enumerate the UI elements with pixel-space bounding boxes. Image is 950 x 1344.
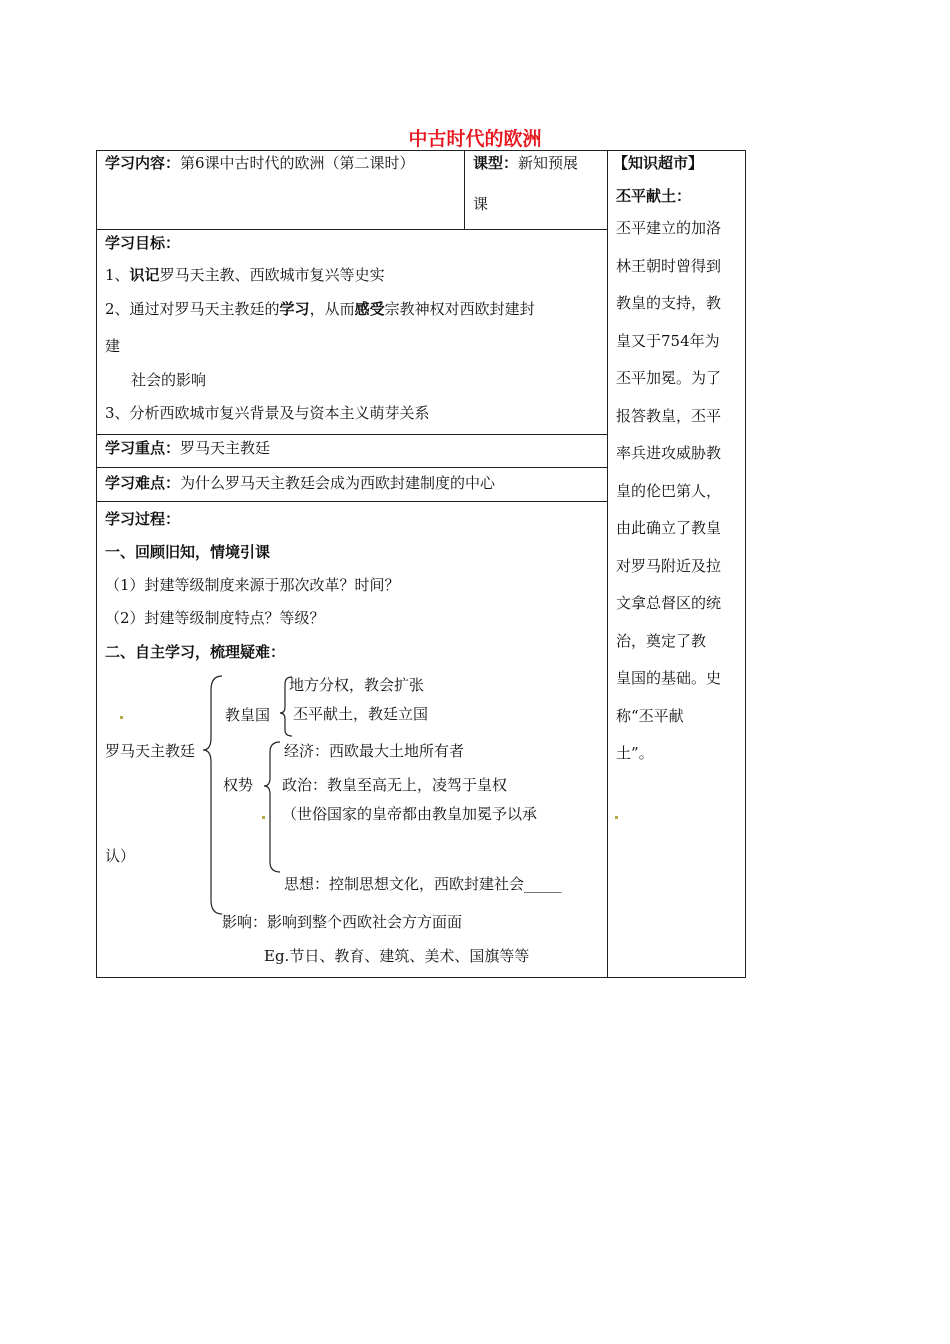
scan-mark (615, 816, 618, 819)
goal-2-keyword-1: 学习 (279, 300, 310, 318)
tree-influence: 影响：影响到整个西欧社会方方面面 (222, 913, 463, 931)
section-2-heading: 二、自主学习，梳理疑难： (105, 643, 286, 661)
sidebar-line: 称“丕平献 (616, 706, 684, 725)
type-value-wrap: 课 (473, 195, 489, 213)
question-2: （2）封建等级制度特点？等级？ (105, 609, 325, 627)
sidebar-line: 皇又于754年为 (616, 331, 720, 350)
sidebar-line: 丕平加冕。为了 (616, 369, 722, 387)
tree-root: 罗马天主教廷 (105, 742, 196, 760)
goal-1-keyword: 识记 (129, 266, 160, 284)
goal-item-2-cont: 社会的影响 (131, 371, 207, 389)
sidebar-line: 治，奠定了教 (616, 631, 707, 650)
sidebar-line: 皇国的基础。史 (616, 669, 722, 687)
page-title: 中古时代的欧洲 (408, 128, 542, 150)
difficulty-label: 学习难点： (105, 474, 181, 492)
tree-politics-note-wrap: 认） (105, 847, 136, 865)
tree-papal-b: 丕平献土，教廷立国 (293, 705, 429, 723)
goal-1-prefix: 1、 (105, 266, 130, 284)
difficulty-value: 为什么罗马天主教廷会成为西欧封建制度的中心 (180, 474, 496, 492)
sidebar-line: 皇的伦巴第人， (616, 481, 722, 500)
goal-2-keyword-2: 感受 (354, 300, 385, 318)
goal-2-text: 宗教神权对西欧封建封 (384, 300, 535, 318)
sidebar-line: 林王朝时曾得到 (616, 256, 722, 275)
process-label: 学习过程： (105, 510, 181, 528)
sidebar-line: 土”。 (616, 744, 654, 762)
sidebar-line: 报答教皇，丕平 (616, 406, 722, 425)
tree-politics-note: （世俗国家的皇帝都由教皇加冕予以承 (282, 805, 538, 823)
tree-power: 权势 (223, 776, 254, 794)
scan-mark (120, 716, 123, 719)
sidebar-text (616, 210, 738, 773)
goals-label: 学习目标： (105, 234, 181, 252)
tree-thought: 思想：控制思想文化，西欧封建社会_____ (284, 875, 562, 893)
key-point-value: 罗马天主教廷 (180, 439, 271, 457)
goal-1-text: 罗马天主教、西欧城市复兴等史实 (159, 266, 385, 284)
sidebar-line: 由此确立了教皇 (616, 519, 722, 537)
tree-papal-a: 地方分权，教会扩张 (289, 676, 425, 694)
root-brace (203, 676, 222, 914)
question-1: （1）封建等级制度来源于那次改革？时间？ (105, 576, 400, 594)
sidebar-line: 对罗马附近及拉 (616, 556, 722, 575)
tree-example: Eg.节日、教育、建筑、美术、国旗等等 (264, 947, 530, 965)
power-brace (264, 742, 280, 872)
goal-item-3: 3、分析西欧城市复兴背景及与资本主义萌芽关系 (105, 404, 430, 422)
tree-economy: 经济：西欧最大土地所有者 (284, 742, 465, 760)
goal-2-mid: ，从而 (309, 300, 355, 318)
scan-mark (262, 816, 265, 819)
tree-politics: 政治：教皇至高无上，凌驾于皇权 (282, 776, 508, 794)
key-point-label: 学习重点： (105, 439, 181, 457)
sidebar-line: 教皇的支持，教 (616, 294, 722, 312)
type-label: 课型： (473, 154, 519, 172)
sidebar-line: 率兵进攻威胁教 (616, 444, 722, 462)
goal-item-2-wrap: 建 (105, 337, 121, 355)
sidebar-line: 丕平建立的加洛 (616, 219, 722, 237)
sidebar-heading: 【知识超市】 (613, 154, 704, 172)
tree-papal-state: 教皇国 (225, 706, 271, 724)
content-value: 第6课中古时代的欧洲（第二课时） (180, 154, 415, 172)
sidebar-subheading: 丕平献土： (616, 187, 692, 205)
section-1-heading: 一、回顾旧知，情境引课 (105, 543, 271, 561)
type-value: 新知预展 (518, 154, 579, 172)
content-label: 学习内容： (105, 154, 181, 172)
sidebar-line: 文拿总督区的统 (616, 594, 722, 612)
goal-2-prefix: 2、通过对罗马天主教廷的 (105, 300, 280, 318)
